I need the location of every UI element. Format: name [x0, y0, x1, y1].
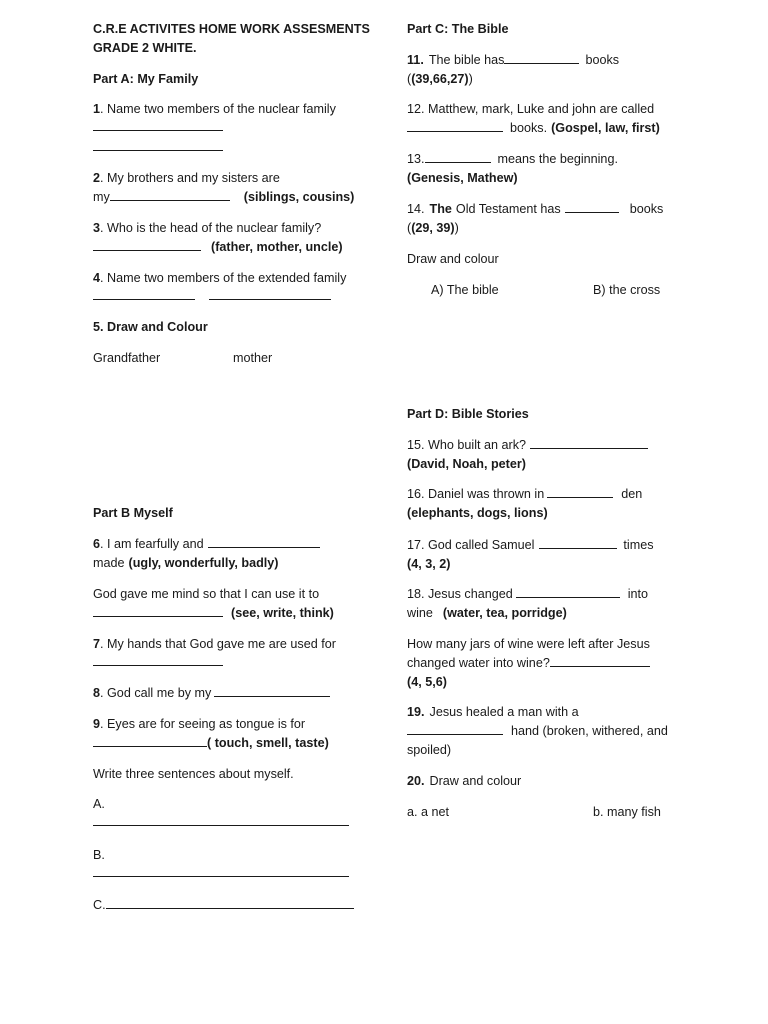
question-13-number: 13.: [407, 152, 425, 166]
question-8-text: . God call me by my: [100, 686, 212, 700]
jars-question-text: How many jars of wine were left after Jesus: [407, 637, 650, 651]
question-4-answer-lines: [93, 288, 331, 300]
question-6-options: (ugly, wonderfully, badly): [128, 556, 279, 570]
question-1-text: . Name two members of the nuclear family: [100, 102, 336, 116]
draw-item-fish: b. many fish: [593, 805, 661, 819]
question-2-text: . My brothers and my sisters are: [100, 171, 280, 185]
sentence-b-label: B.: [93, 848, 105, 862]
question-14-options: (29, 39): [411, 221, 455, 235]
question-14-blank[interactable]: [565, 201, 619, 213]
question-7-answer-line[interactable]: [93, 654, 223, 666]
sentence-a-label: A.: [93, 797, 105, 811]
mind-question-options: (see, write, think): [231, 606, 334, 620]
mind-question-line-2: [93, 604, 334, 623]
question-6-text-2: made: [93, 556, 125, 570]
question-12-text: 12. Matthew, mark, Luke and john are called: [407, 102, 655, 116]
question-13: [407, 150, 618, 169]
question-17-times: times: [623, 538, 654, 552]
jars-question-options: (4, 5,6): [407, 675, 447, 689]
header-line-1: C.R.E ACTIVITES HOME WORK ASSESMENTS: [93, 22, 370, 36]
question-16: [407, 485, 642, 504]
draw-item-net: a. a net: [407, 805, 450, 819]
question-3-blank[interactable]: [93, 239, 201, 251]
question-12-blank[interactable]: [407, 120, 503, 132]
question-9-blank[interactable]: [93, 735, 207, 747]
question-2-text-2: my: [93, 190, 110, 204]
question-3: [93, 219, 321, 238]
question-6-blank[interactable]: [208, 536, 320, 548]
question-7-text: . My hands that God gave me are used for: [100, 637, 336, 651]
question-4: [93, 269, 346, 288]
question-16-blank[interactable]: [547, 486, 613, 498]
question-11-books: books: [585, 53, 620, 67]
question-19-line-2: [407, 722, 668, 741]
part-c-title: Part C: The Bible: [407, 22, 509, 36]
question-11-options-row: ((39,66,27)): [407, 72, 473, 86]
question-11-text: The bible has: [428, 53, 505, 67]
question-19-text: Jesus healed a man with a: [429, 705, 579, 719]
question-2-blank[interactable]: [110, 189, 230, 201]
part-d-title: Part D: Bible Stories: [407, 407, 529, 421]
question-1: [93, 100, 336, 119]
question-19-blank[interactable]: [407, 723, 503, 735]
question-13-options: (Genesis, Mathew): [407, 171, 518, 185]
question-17-blank[interactable]: [539, 537, 617, 549]
question-19-number: 19.: [407, 705, 425, 719]
part-b-title: Part B Myself: [93, 506, 173, 520]
question-6-number: 6: [93, 537, 101, 551]
question-3-number: 3: [93, 221, 101, 235]
question-14-the: The: [429, 202, 452, 216]
question-4-blank-1[interactable]: [93, 288, 195, 300]
question-18-options: (water, tea, porridge): [442, 606, 567, 620]
question-12-options: (Gospel, law, first): [551, 121, 660, 135]
question-17-options: (4, 3, 2): [407, 557, 451, 571]
question-14-books: books: [629, 202, 664, 216]
question-9-line-2: [93, 734, 329, 753]
question-19-text-3: spoiled): [407, 743, 452, 757]
question-15-text: 15. Who built an ark?: [407, 438, 527, 452]
draw-item-grandfather: Grandfather: [93, 351, 161, 365]
question-18-text: 18. Jesus changed: [407, 587, 513, 601]
sentences-title: Write three sentences about myself.: [93, 767, 294, 781]
question-9-text: . Eyes are for seeing as tongue is for: [100, 717, 306, 731]
question-4-number: 4: [93, 271, 101, 285]
question-6-text: . I am fearfully and: [100, 537, 204, 551]
question-2-line-2: [93, 188, 354, 207]
sentence-a-line[interactable]: [93, 814, 349, 826]
question-6: [93, 535, 320, 554]
question-9-options: ( touch, smell, taste): [207, 736, 329, 750]
question-3-text: . Who is the head of the nuclear family?: [100, 221, 322, 235]
sentence-c-line[interactable]: [106, 897, 354, 909]
mind-question-text: God gave me mind so that I can use it to: [93, 587, 320, 601]
question-11-blank[interactable]: [504, 52, 579, 64]
question-15-blank[interactable]: [530, 437, 648, 449]
question-9-number: 9: [93, 717, 101, 731]
question-12-line-2: [407, 119, 660, 138]
question-1-number: 1: [93, 102, 101, 116]
question-3-line-2: [93, 238, 343, 257]
question-20: [407, 772, 521, 791]
question-18: [407, 585, 648, 604]
question-16-text: 16. Daniel was thrown in: [407, 487, 545, 501]
question-18-into: into: [627, 587, 649, 601]
question-2: [93, 169, 280, 188]
question-14: [407, 200, 663, 219]
header-line-2: GRADE 2 WHITE.: [93, 41, 197, 55]
question-9: [93, 715, 305, 734]
question-4-blank-2[interactable]: [209, 288, 331, 300]
question-4-text: . Name two members of the extended family: [100, 271, 347, 285]
question-11-options: (39,66,27): [411, 72, 469, 86]
question-15-options: (David, Noah, peter): [407, 457, 526, 471]
question-17: [407, 536, 654, 555]
question-14-options-row: ((29, 39)): [407, 221, 459, 235]
question-7: [93, 635, 336, 654]
question-12-books: books.: [510, 121, 548, 135]
sentence-c-label: C.: [93, 898, 106, 912]
jars-question-line-2: [407, 654, 650, 673]
question-3-options: (father, mother, uncle): [211, 240, 343, 254]
question-16-options: (elephants, dogs, lions): [407, 506, 548, 520]
question-5-title: 5. Draw and Colour: [93, 320, 208, 334]
question-19: [407, 703, 579, 722]
draw-item-bible: A) The bible: [431, 283, 499, 297]
question-20-text: Draw and colour: [429, 774, 522, 788]
part-a-title: Part A: My Family: [93, 72, 199, 86]
question-16-den: den: [621, 487, 643, 501]
mind-question-blank[interactable]: [93, 605, 223, 617]
question-1-answer-line-2[interactable]: [93, 139, 223, 151]
question-19-text-2: hand (broken, withered, and: [511, 724, 668, 738]
question-6-line-2: [93, 554, 278, 573]
question-13-text: means the beginning.: [497, 152, 618, 166]
draw-item-cross: B) the cross: [593, 283, 661, 297]
sentence-c-row: [93, 896, 354, 915]
question-2-number: 2: [93, 171, 101, 185]
jars-question-text-2: changed water into wine?: [407, 656, 550, 670]
question-1-answer-line-1[interactable]: [93, 119, 223, 131]
question-15: [407, 436, 648, 455]
question-8: [93, 684, 330, 703]
question-2-options: (siblings, cousins): [243, 190, 355, 204]
question-8-number: 8: [93, 686, 101, 700]
question-20-number: 20.: [407, 774, 425, 788]
question-7-number: 7: [93, 637, 101, 651]
question-18-line-2: [407, 604, 567, 623]
question-13-blank[interactable]: [425, 151, 491, 163]
question-17-text: 17. God called Samuel: [407, 538, 535, 552]
sentence-b-line[interactable]: [93, 865, 349, 877]
question-14-number: 14.: [407, 202, 425, 216]
question-8-blank[interactable]: [214, 685, 330, 697]
question-18-wine: wine: [407, 606, 433, 620]
question-11-number: 11.: [407, 53, 424, 67]
question-14-text: Old Testament has: [455, 202, 561, 216]
question-18-blank[interactable]: [516, 586, 620, 598]
question-11: [407, 51, 619, 70]
draw-item-mother: mother: [233, 351, 273, 365]
draw-colour-title: Draw and colour: [407, 252, 499, 266]
jars-question-blank[interactable]: [550, 655, 650, 667]
